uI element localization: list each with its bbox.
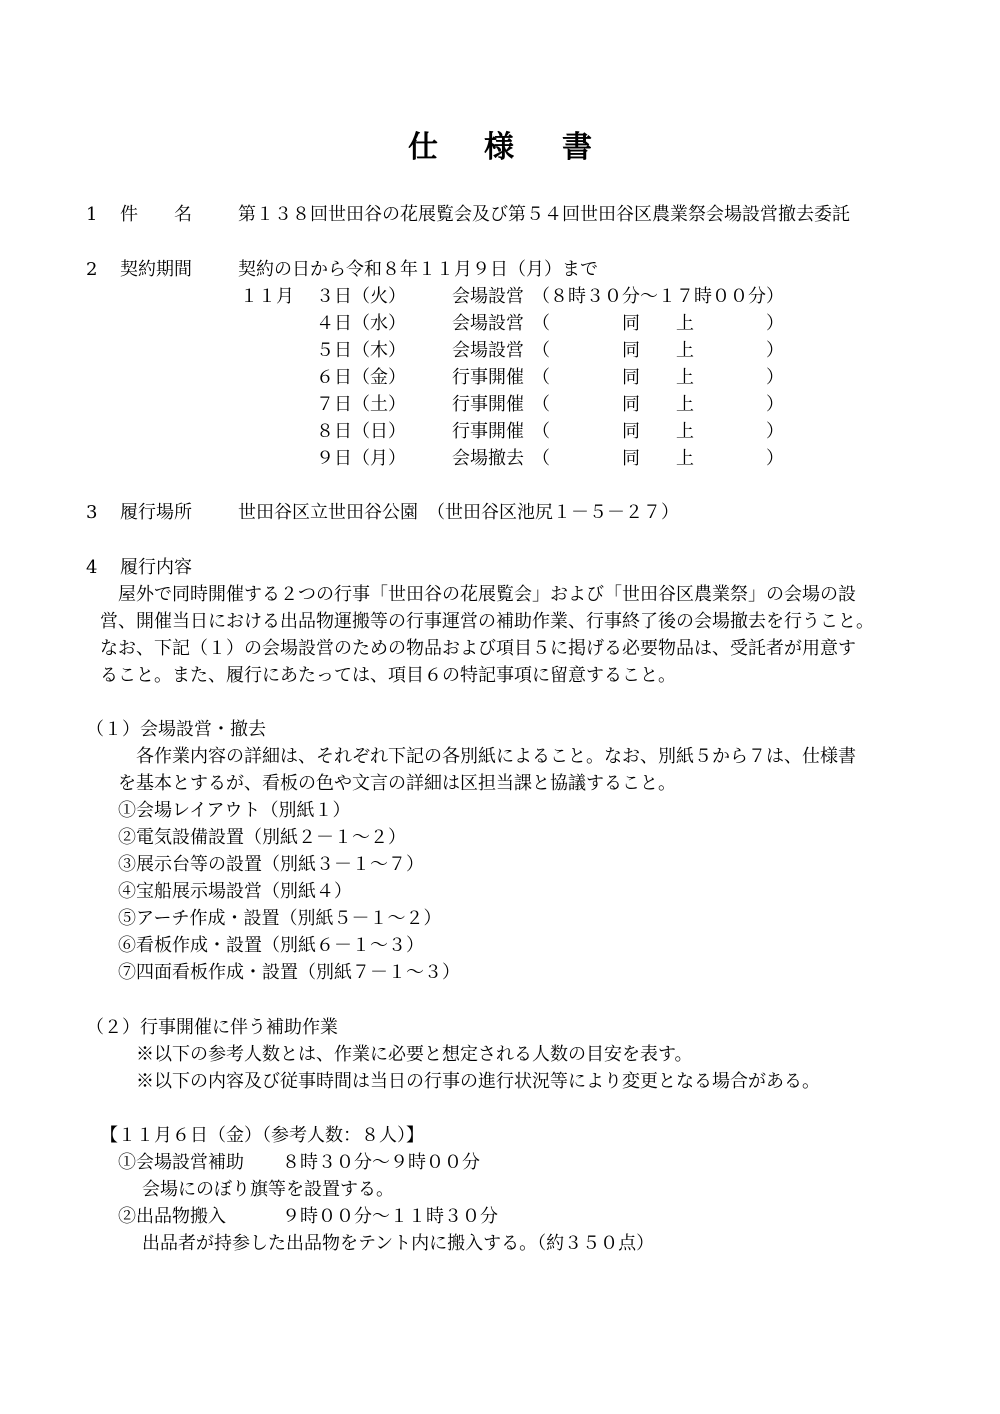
- schedule-task: 行事開催: [452, 367, 524, 388]
- schedule-day: ７日（土）: [316, 394, 406, 415]
- subsection-2-heading: （２）行事開催に伴う補助作業: [86, 1017, 338, 1038]
- attachment-item: ⑥看板作成・設置（別紙６－１～３）: [118, 935, 424, 956]
- schedule-time: （ 同 上 ）: [532, 313, 784, 334]
- section-1-value: 第１３８回世田谷の花展覧会及び第５４回世田谷区農業祭会場設営撤去委託: [238, 204, 850, 225]
- schedule-task: 会場設営: [452, 313, 524, 334]
- subsection-2-note: ※以下の参考人数とは、作業に必要と想定される人数の目安を表す。: [136, 1044, 693, 1065]
- day-heading: 【１１月６日（金）（参考人数：８人）】: [100, 1125, 424, 1146]
- task-description: 出品者が持参した出品物をテント内に搬入する。（約３５０点）: [142, 1233, 655, 1254]
- title-char-3: 書: [562, 130, 592, 165]
- task-name: ②出品物搬入: [118, 1206, 226, 1227]
- subsection-1-paragraph-line: 各作業内容の詳細は、それぞれ下記の各別紙によること。なお、別紙５から７は、仕様書: [136, 746, 856, 767]
- schedule-month: １１月: [240, 286, 294, 307]
- schedule-day: ４日（水）: [316, 313, 406, 334]
- title-char-2: 様: [484, 130, 514, 165]
- title-char-1: 仕: [408, 130, 438, 165]
- attachment-item: ①会場レイアウト（別紙１）: [118, 800, 351, 821]
- schedule-task: 行事開催: [452, 394, 524, 415]
- section-4-paragraph-line: ること。また、履行にあたっては、項目６の特記事項に留意すること。: [100, 665, 676, 686]
- schedule-time: （ 同 上 ）: [532, 421, 784, 442]
- task-name: ①会場設営補助: [118, 1152, 244, 1173]
- schedule-day: ３日（火）: [316, 286, 406, 307]
- section-4-number: 4: [86, 557, 98, 578]
- attachment-item: ⑤アーチ作成・設置（別紙５－１～２）: [118, 908, 442, 929]
- schedule-time: （８時３０分～１７時００分）: [532, 286, 784, 307]
- schedule-time: （ 同 上 ）: [532, 367, 784, 388]
- schedule-task: 行事開催: [452, 421, 524, 442]
- section-2-label: 契約期間: [120, 259, 192, 280]
- schedule-day: ６日（金）: [316, 367, 406, 388]
- schedule-task: 会場撤去: [452, 448, 524, 469]
- task-time: ９時００分～１１時３０分: [282, 1206, 498, 1227]
- subsection-2-note: ※以下の内容及び従事時間は当日の行事の進行状況等により変更となる場合がある。: [136, 1071, 820, 1092]
- section-2-value: 契約の日から令和８年１１月９日（月）まで: [238, 259, 598, 280]
- subsection-1-paragraph-line: を基本とするが、看板の色や文言の詳細は区担当課と協議すること。: [118, 773, 676, 794]
- schedule-time: （ 同 上 ）: [532, 448, 784, 469]
- section-4-paragraph-line: なお、下記（１）の会場設営のための物品および項目５に掲げる必要物品は、受託者が用意す: [100, 638, 856, 659]
- attachment-item: ④宝船展示場設営（別紙４）: [118, 881, 352, 902]
- task-time: ８時３０分～９時００分: [282, 1152, 480, 1173]
- section-4-paragraph-line: 営、開催当日における出品物運搬等の行事運営の補助作業、行事終了後の会場撤去を行うこと。: [100, 611, 874, 632]
- schedule-task: 会場設営: [452, 340, 524, 361]
- section-4-label: 履行内容: [120, 557, 192, 578]
- schedule-day: ５日（木）: [316, 340, 406, 361]
- schedule-day: ９日（月）: [316, 448, 406, 469]
- schedule-time: （ 同 上 ）: [532, 394, 784, 415]
- attachment-item: ③展示台等の設置（別紙３－１～７）: [118, 854, 424, 875]
- schedule-day: ８日（日）: [316, 421, 406, 442]
- section-3-number: 3: [86, 502, 98, 523]
- task-description: 会場にのぼり旗等を設置する。: [142, 1179, 394, 1200]
- document-title: [0, 130, 1000, 170]
- subsection-1-heading: （１）会場設営・撤去: [86, 719, 266, 740]
- schedule-task: 会場設営: [452, 286, 524, 307]
- section-1-label: 件 名: [120, 204, 192, 225]
- section-3-label: 履行場所: [120, 502, 192, 523]
- attachment-item: ⑦四面看板作成・設置（別紙７－１～３）: [118, 962, 460, 983]
- section-4-paragraph-line: 屋外で同時開催する２つの行事「世田谷の花展覧会」および「世田谷区農業祭」の会場の設: [118, 584, 856, 605]
- section-3-value: 世田谷区立世田谷公園 （世田谷区池尻１－５－２７）: [238, 502, 679, 523]
- section-2-number: 2: [86, 259, 98, 280]
- attachment-item: ②電気設備設置（別紙２－１～２）: [118, 827, 406, 848]
- schedule-time: （ 同 上 ）: [532, 340, 784, 361]
- section-1-number: 1: [86, 204, 98, 225]
